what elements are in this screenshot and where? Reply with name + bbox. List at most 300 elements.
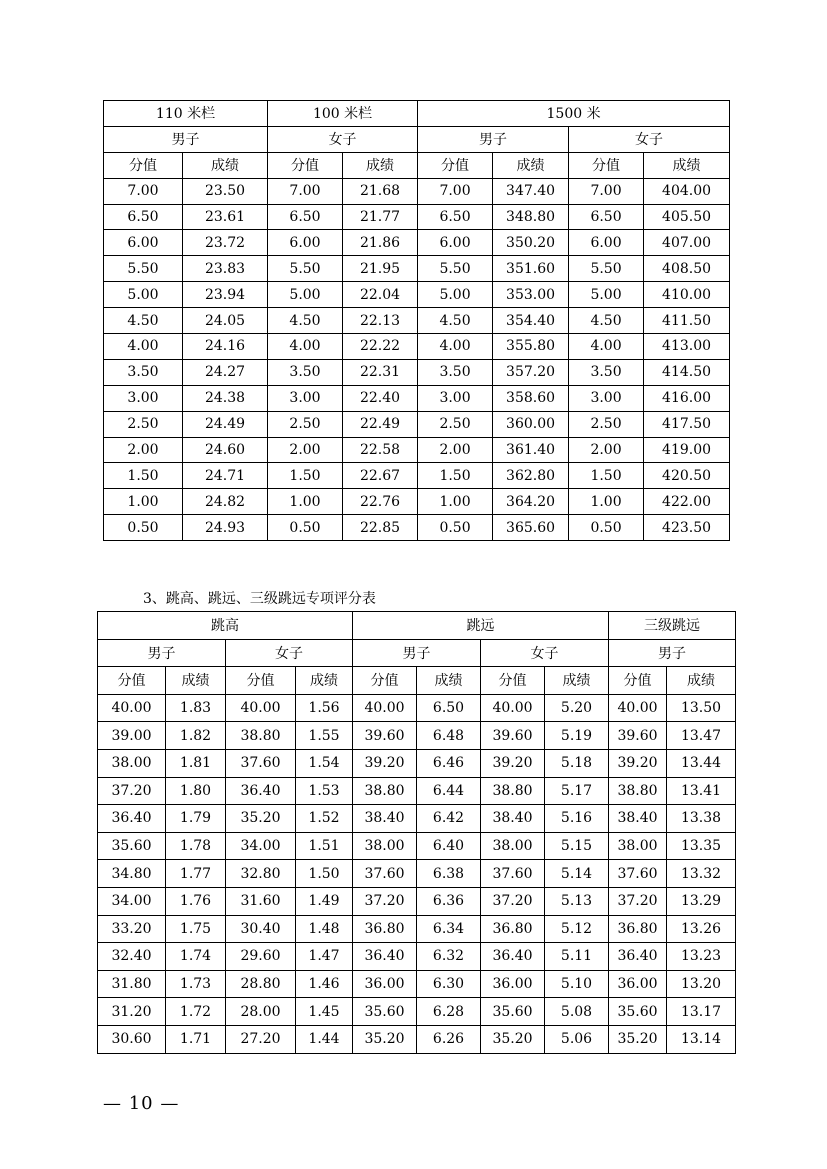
result-cell: 360.00 [493, 411, 569, 437]
gender-header: 女子 [226, 639, 353, 667]
table2-body [98, 612, 736, 1054]
result-cell: 357.20 [493, 359, 569, 385]
score-cell: 37.20 [353, 887, 417, 915]
score-cell: 1.50 [104, 463, 183, 489]
score-cell: 35.60 [609, 998, 667, 1026]
column-header: 成绩 [545, 667, 609, 695]
result-cell: 420.50 [644, 463, 730, 489]
result-cell: 350.20 [493, 230, 569, 256]
table-row [104, 282, 730, 308]
result-cell: 5.15 [545, 832, 609, 860]
score-cell: 30.40 [226, 915, 296, 943]
score-cell: 3.00 [569, 385, 644, 411]
result-cell: 23.72 [183, 230, 268, 256]
table-row [98, 749, 736, 777]
result-cell: 24.27 [183, 359, 268, 385]
result-cell: 13.29 [667, 887, 736, 915]
column-header-row [104, 152, 730, 178]
result-cell: 24.82 [183, 489, 268, 515]
score-cell: 7.00 [268, 178, 343, 204]
score-cell: 35.20 [481, 1025, 545, 1053]
result-cell: 1.75 [166, 915, 226, 943]
result-cell: 1.74 [166, 943, 226, 971]
result-cell: 1.45 [296, 998, 353, 1026]
gender-header: 女子 [268, 126, 418, 152]
score-cell: 3.00 [418, 385, 493, 411]
result-cell: 1.73 [166, 970, 226, 998]
result-cell: 5.08 [545, 998, 609, 1026]
result-cell: 5.12 [545, 915, 609, 943]
score-cell: 38.80 [226, 722, 296, 750]
score-cell: 36.40 [98, 805, 166, 833]
score-cell: 4.00 [104, 334, 183, 360]
gender-header: 男子 [609, 639, 736, 667]
score-cell: 7.00 [418, 178, 493, 204]
result-cell: 21.95 [343, 256, 418, 282]
score-cell: 31.20 [98, 998, 166, 1026]
result-cell: 22.13 [343, 308, 418, 334]
result-cell: 24.49 [183, 411, 268, 437]
score-cell: 40.00 [481, 694, 545, 722]
column-header: 成绩 [183, 152, 268, 178]
result-cell: 21.68 [343, 178, 418, 204]
gender-header-row [98, 639, 736, 667]
score-cell: 35.60 [98, 832, 166, 860]
result-cell: 365.60 [493, 515, 569, 541]
result-cell: 1.82 [166, 722, 226, 750]
score-cell: 3.00 [268, 385, 343, 411]
table-row [104, 256, 730, 282]
column-header: 分值 [609, 667, 667, 695]
result-cell: 6.36 [417, 887, 481, 915]
column-header: 分值 [104, 152, 183, 178]
score-cell: 38.80 [353, 777, 417, 805]
score-cell: 38.80 [481, 777, 545, 805]
result-cell: 419.00 [644, 437, 730, 463]
table-row [98, 998, 736, 1026]
result-cell: 416.00 [644, 385, 730, 411]
score-cell: 36.80 [481, 915, 545, 943]
score-cell: 35.20 [226, 805, 296, 833]
score-cell: 39.60 [481, 722, 545, 750]
result-cell: 6.28 [417, 998, 481, 1026]
event-header: 110 米栏 [104, 101, 268, 127]
score-cell: 4.00 [569, 334, 644, 360]
column-header-row [98, 667, 736, 695]
score-cell: 38.40 [609, 805, 667, 833]
score-cell: 2.50 [418, 411, 493, 437]
result-cell: 24.93 [183, 515, 268, 541]
score-cell: 31.60 [226, 887, 296, 915]
score-cell: 37.60 [353, 860, 417, 888]
event-header: 跳高 [98, 612, 353, 640]
score-cell: 40.00 [98, 694, 166, 722]
result-cell: 22.67 [343, 463, 418, 489]
score-cell: 38.00 [353, 832, 417, 860]
gender-header: 女子 [569, 126, 730, 152]
result-cell: 5.18 [545, 749, 609, 777]
table-row [104, 359, 730, 385]
table-row [104, 463, 730, 489]
result-cell: 13.32 [667, 860, 736, 888]
result-cell: 1.48 [296, 915, 353, 943]
score-cell: 5.00 [418, 282, 493, 308]
event-header: 跳远 [353, 612, 609, 640]
result-cell: 22.49 [343, 411, 418, 437]
result-cell: 5.11 [545, 943, 609, 971]
score-cell: 29.60 [226, 943, 296, 971]
result-cell: 22.31 [343, 359, 418, 385]
result-cell: 22.22 [343, 334, 418, 360]
score-cell: 5.00 [104, 282, 183, 308]
table-row [104, 515, 730, 541]
result-cell: 6.50 [417, 694, 481, 722]
table-row [98, 832, 736, 860]
score-cell: 6.50 [569, 204, 644, 230]
result-cell: 6.44 [417, 777, 481, 805]
column-header: 成绩 [493, 152, 569, 178]
score-cell: 3.00 [104, 385, 183, 411]
score-cell: 37.60 [481, 860, 545, 888]
result-cell: 422.00 [644, 489, 730, 515]
score-cell: 6.50 [104, 204, 183, 230]
hurdles-1500m-score-table [103, 100, 730, 541]
event-header: 1500 米 [418, 101, 730, 127]
result-cell: 13.17 [667, 998, 736, 1026]
score-cell: 6.50 [268, 204, 343, 230]
score-cell: 39.60 [609, 722, 667, 750]
page-number: — 10 — [103, 1093, 180, 1114]
column-header: 分值 [226, 667, 296, 695]
result-cell: 417.50 [644, 411, 730, 437]
result-cell: 353.00 [493, 282, 569, 308]
result-cell: 6.26 [417, 1025, 481, 1053]
table-row [98, 943, 736, 971]
result-cell: 13.44 [667, 749, 736, 777]
result-cell: 24.38 [183, 385, 268, 411]
result-cell: 1.54 [296, 749, 353, 777]
table-row [104, 411, 730, 437]
column-header: 分值 [481, 667, 545, 695]
result-cell: 405.50 [644, 204, 730, 230]
event-header-row [98, 612, 736, 640]
score-cell: 38.80 [609, 777, 667, 805]
score-cell: 30.60 [98, 1025, 166, 1053]
result-cell: 13.47 [667, 722, 736, 750]
score-cell: 2.00 [268, 437, 343, 463]
score-cell: 32.80 [226, 860, 296, 888]
score-cell: 2.00 [104, 437, 183, 463]
result-cell: 13.14 [667, 1025, 736, 1053]
table-row [104, 385, 730, 411]
score-cell: 38.00 [98, 749, 166, 777]
score-cell: 39.20 [481, 749, 545, 777]
column-header: 分值 [353, 667, 417, 695]
score-cell: 7.00 [569, 178, 644, 204]
score-cell: 37.20 [481, 887, 545, 915]
result-cell: 24.71 [183, 463, 268, 489]
result-cell: 364.20 [493, 489, 569, 515]
score-cell: 35.20 [609, 1025, 667, 1053]
result-cell: 355.80 [493, 334, 569, 360]
result-cell: 22.58 [343, 437, 418, 463]
score-cell: 6.50 [418, 204, 493, 230]
result-cell: 13.41 [667, 777, 736, 805]
score-cell: 3.50 [104, 359, 183, 385]
score-cell: 1.50 [569, 463, 644, 489]
table-row [104, 230, 730, 256]
score-cell: 5.50 [104, 256, 183, 282]
gender-header: 女子 [481, 639, 609, 667]
score-cell: 36.40 [353, 943, 417, 971]
score-cell: 35.20 [353, 1025, 417, 1053]
result-cell: 13.35 [667, 832, 736, 860]
result-cell: 1.52 [296, 805, 353, 833]
table-row [98, 805, 736, 833]
result-cell: 410.00 [644, 282, 730, 308]
result-cell: 1.55 [296, 722, 353, 750]
result-cell: 5.20 [545, 694, 609, 722]
score-cell: 28.80 [226, 970, 296, 998]
result-cell: 5.10 [545, 970, 609, 998]
result-cell: 407.00 [644, 230, 730, 256]
score-cell: 36.80 [609, 915, 667, 943]
score-cell: 38.00 [609, 832, 667, 860]
result-cell: 21.77 [343, 204, 418, 230]
column-header: 成绩 [343, 152, 418, 178]
table-row [98, 694, 736, 722]
result-cell: 5.19 [545, 722, 609, 750]
score-cell: 36.00 [481, 970, 545, 998]
score-cell: 36.00 [353, 970, 417, 998]
result-cell: 423.50 [644, 515, 730, 541]
score-cell: 5.50 [418, 256, 493, 282]
score-cell: 40.00 [226, 694, 296, 722]
score-cell: 0.50 [569, 515, 644, 541]
score-cell: 4.50 [569, 308, 644, 334]
table-row [98, 970, 736, 998]
score-cell: 1.50 [418, 463, 493, 489]
table-row [104, 178, 730, 204]
score-cell: 6.00 [569, 230, 644, 256]
score-cell: 3.50 [268, 359, 343, 385]
score-cell: 31.80 [98, 970, 166, 998]
result-cell: 13.50 [667, 694, 736, 722]
score-cell: 34.00 [98, 887, 166, 915]
table-row [98, 777, 736, 805]
score-cell: 33.20 [98, 915, 166, 943]
score-cell: 40.00 [609, 694, 667, 722]
result-cell: 1.71 [166, 1025, 226, 1053]
score-cell: 39.20 [353, 749, 417, 777]
score-cell: 6.00 [418, 230, 493, 256]
result-cell: 362.80 [493, 463, 569, 489]
gender-header: 男子 [98, 639, 226, 667]
result-cell: 13.20 [667, 970, 736, 998]
result-cell: 13.23 [667, 943, 736, 971]
result-cell: 13.26 [667, 915, 736, 943]
table-row [104, 437, 730, 463]
score-cell: 38.40 [481, 805, 545, 833]
gender-header-row [104, 126, 730, 152]
result-cell: 5.17 [545, 777, 609, 805]
result-cell: 23.83 [183, 256, 268, 282]
score-cell: 34.00 [226, 832, 296, 860]
score-cell: 39.20 [609, 749, 667, 777]
result-cell: 6.38 [417, 860, 481, 888]
result-cell: 5.13 [545, 887, 609, 915]
result-cell: 351.60 [493, 256, 569, 282]
jumps-score-table [97, 611, 736, 1054]
column-header: 分值 [98, 667, 166, 695]
score-cell: 37.20 [98, 777, 166, 805]
result-cell: 22.04 [343, 282, 418, 308]
result-cell: 21.86 [343, 230, 418, 256]
score-cell: 32.40 [98, 943, 166, 971]
column-header: 成绩 [644, 152, 730, 178]
table-row [104, 489, 730, 515]
gender-header: 男子 [353, 639, 481, 667]
table-row [98, 1025, 736, 1053]
gender-header: 男子 [104, 126, 268, 152]
result-cell: 24.60 [183, 437, 268, 463]
table-row [98, 915, 736, 943]
result-cell: 1.81 [166, 749, 226, 777]
score-cell: 40.00 [353, 694, 417, 722]
result-cell: 358.60 [493, 385, 569, 411]
result-cell: 6.48 [417, 722, 481, 750]
result-cell: 24.05 [183, 308, 268, 334]
score-cell: 2.50 [104, 411, 183, 437]
score-cell: 1.00 [104, 489, 183, 515]
result-cell: 408.50 [644, 256, 730, 282]
result-cell: 348.80 [493, 204, 569, 230]
score-cell: 4.00 [268, 334, 343, 360]
score-cell: 5.50 [268, 256, 343, 282]
score-cell: 3.50 [418, 359, 493, 385]
score-cell: 5.00 [268, 282, 343, 308]
result-cell: 1.46 [296, 970, 353, 998]
column-header: 成绩 [296, 667, 353, 695]
result-cell: 414.50 [644, 359, 730, 385]
score-cell: 6.00 [268, 230, 343, 256]
result-cell: 1.56 [296, 694, 353, 722]
score-cell: 1.00 [268, 489, 343, 515]
result-cell: 1.49 [296, 887, 353, 915]
score-cell: 5.50 [569, 256, 644, 282]
score-cell: 35.60 [353, 998, 417, 1026]
result-cell: 1.44 [296, 1025, 353, 1053]
gender-header: 男子 [418, 126, 569, 152]
result-cell: 6.32 [417, 943, 481, 971]
table1-body [104, 101, 730, 541]
column-header: 分值 [569, 152, 644, 178]
result-cell: 1.77 [166, 860, 226, 888]
table-row [104, 308, 730, 334]
score-cell: 28.00 [226, 998, 296, 1026]
score-cell: 27.20 [226, 1025, 296, 1053]
column-header: 分值 [418, 152, 493, 178]
score-cell: 7.00 [104, 178, 183, 204]
score-cell: 0.50 [268, 515, 343, 541]
result-cell: 6.46 [417, 749, 481, 777]
result-cell: 23.50 [183, 178, 268, 204]
event-header-row [104, 101, 730, 127]
result-cell: 24.16 [183, 334, 268, 360]
score-cell: 0.50 [418, 515, 493, 541]
result-cell: 22.85 [343, 515, 418, 541]
score-cell: 37.60 [226, 749, 296, 777]
table-row [104, 204, 730, 230]
score-cell: 2.50 [569, 411, 644, 437]
result-cell: 13.38 [667, 805, 736, 833]
score-cell: 35.60 [481, 998, 545, 1026]
score-cell: 37.20 [609, 887, 667, 915]
event-header: 100 米栏 [268, 101, 418, 127]
result-cell: 1.72 [166, 998, 226, 1026]
result-cell: 1.47 [296, 943, 353, 971]
result-cell: 1.79 [166, 805, 226, 833]
result-cell: 361.40 [493, 437, 569, 463]
score-cell: 38.40 [353, 805, 417, 833]
score-cell: 3.50 [569, 359, 644, 385]
score-cell: 5.00 [569, 282, 644, 308]
score-cell: 36.40 [481, 943, 545, 971]
score-cell: 36.40 [609, 943, 667, 971]
event-header: 三级跳远 [609, 612, 736, 640]
result-cell: 1.76 [166, 887, 226, 915]
result-cell: 1.80 [166, 777, 226, 805]
result-cell: 347.40 [493, 178, 569, 204]
column-header: 成绩 [417, 667, 481, 695]
result-cell: 1.51 [296, 832, 353, 860]
result-cell: 1.78 [166, 832, 226, 860]
result-cell: 1.53 [296, 777, 353, 805]
score-cell: 36.00 [609, 970, 667, 998]
score-cell: 6.00 [104, 230, 183, 256]
score-cell: 38.00 [481, 832, 545, 860]
table-row [98, 722, 736, 750]
score-cell: 4.50 [268, 308, 343, 334]
result-cell: 5.06 [545, 1025, 609, 1053]
column-header: 成绩 [667, 667, 736, 695]
result-cell: 22.40 [343, 385, 418, 411]
score-cell: 37.60 [609, 860, 667, 888]
score-cell: 36.40 [226, 777, 296, 805]
score-cell: 34.80 [98, 860, 166, 888]
result-cell: 23.94 [183, 282, 268, 308]
table-row [98, 860, 736, 888]
score-cell: 4.00 [418, 334, 493, 360]
table-row [104, 334, 730, 360]
result-cell: 404.00 [644, 178, 730, 204]
score-cell: 39.00 [98, 722, 166, 750]
result-cell: 411.50 [644, 308, 730, 334]
score-cell: 2.00 [569, 437, 644, 463]
column-header: 分值 [268, 152, 343, 178]
score-cell: 39.60 [353, 722, 417, 750]
result-cell: 354.40 [493, 308, 569, 334]
result-cell: 1.50 [296, 860, 353, 888]
score-cell: 4.50 [418, 308, 493, 334]
result-cell: 5.16 [545, 805, 609, 833]
score-cell: 0.50 [104, 515, 183, 541]
table-row [98, 887, 736, 915]
result-cell: 6.42 [417, 805, 481, 833]
column-header: 成绩 [166, 667, 226, 695]
result-cell: 23.61 [183, 204, 268, 230]
score-cell: 2.50 [268, 411, 343, 437]
